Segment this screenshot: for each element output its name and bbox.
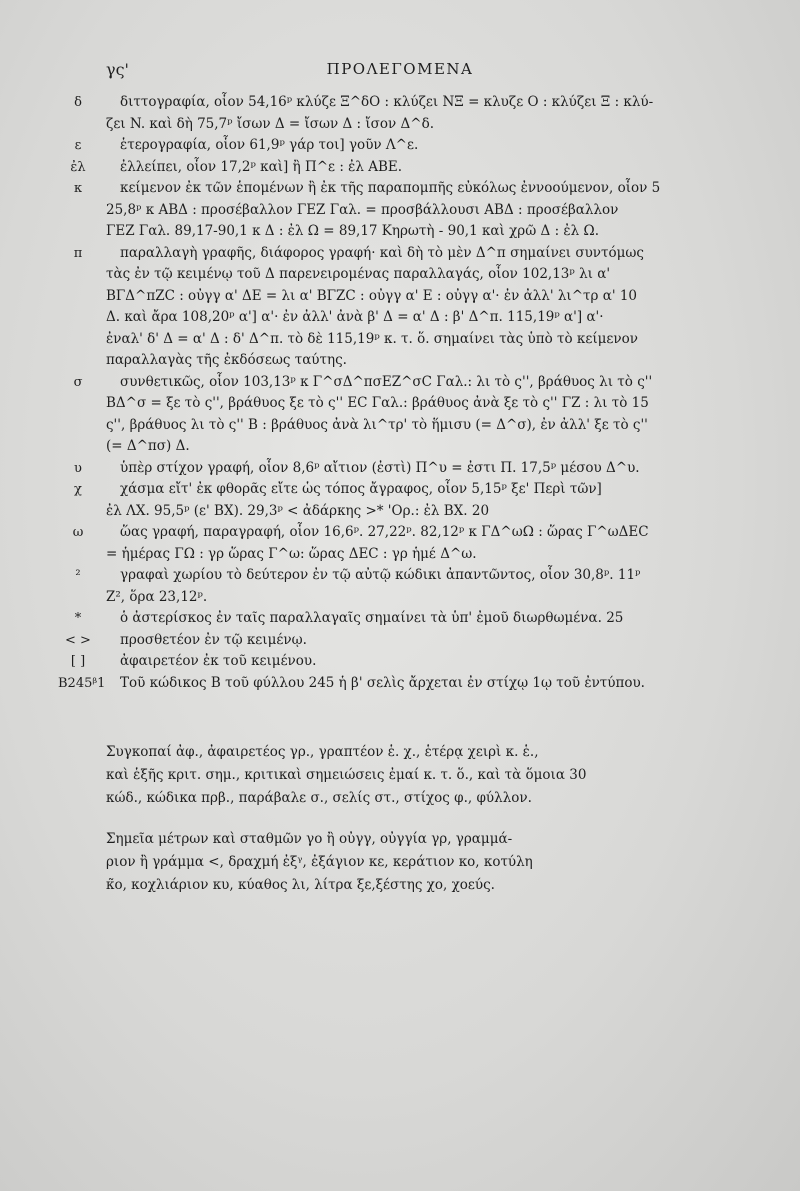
- siglum-entry: [0, 522, 800, 565]
- siglum-symbol: π: [73, 245, 83, 261]
- entry-line: τὰς ἐν τῷ κειμένῳ τοῦ Δ παρενειρομένας παραλλαγάς, οἷον 102,13ᵖ λι α': [106, 266, 611, 282]
- abbreviations-block: [0, 741, 800, 810]
- siglum-symbol: κ: [73, 181, 83, 196]
- siglum-entry: [0, 92, 800, 135]
- entry-line: διττογραφία, οἷον 54,16ᵖ κλύζε Ξ^δO : κλύζει ΝΞ = κλυζε O : κλύζει Ξ : κλύ-: [120, 94, 654, 110]
- entry-line: ὁ ἀστερίσκος ἐν ταῖς παραλλαγαῖς σημαίνει τὰ ὑπ' ἐμοῦ διωρθωμένα. 25: [120, 610, 624, 626]
- siglum-entry: [0, 565, 800, 608]
- siglum-symbol: < >: [65, 632, 91, 648]
- abbreviation-line: κώδ., κώδικα πρβ., παράβαλε σ., σελίς στ., στίχος φ., φύλλον.: [106, 790, 532, 806]
- siglum-symbol: ω: [72, 525, 84, 540]
- siglum-entry: [0, 458, 800, 480]
- entry-line: ζει N. καὶ δὴ 75,7ᵖ ἴσων Δ = ἴσων Δ : ἴσον Δ^δ.: [106, 115, 434, 132]
- siglum-entry: [0, 178, 800, 243]
- siglum-symbol: Β245ᵝ1: [58, 675, 106, 691]
- entry-line: Τοῦ κώδικος Β τοῦ φύλλου 245 ἡ β' σελὶς ἄρχεται ἐν στίχῳ 1ῳ τοῦ ἐντύπου.: [120, 674, 645, 691]
- siglum-symbol: ε: [74, 138, 82, 153]
- siglum-entry: [0, 243, 800, 372]
- abbreviation-line: Συγκοπαί ἀφ., ἀφαιρετέος γρ., γραπτέον ἑ. χ., ἑτέρᾳ χειρὶ κ. ἑ.,: [106, 744, 539, 760]
- abbreviation-line: καὶ ἑξῆς κριτ. σημ., κριτικαὶ σημειώσεις ἐμαί κ. τ. ὅ., καὶ τὰ ὅμοια 30: [106, 767, 587, 783]
- siglum-entry: [0, 479, 800, 522]
- siglum-entry: [0, 651, 800, 673]
- entry-line: ΒΓΔ^πZC : οὐγγ α' ΔΕ = λι α' ΒΓΖC : οὐγγ α' Ε : οὐγγ α'· ἐν ἀλλ' λι^τρ α' 10: [106, 287, 637, 304]
- entry-line: 25,8ᵖ κ ΑΒΔ : προσέβαλλον ΓΕΖ Γαλ. = προσβάλλουσι ΑΒΔ : προσέβαλλον: [106, 201, 619, 218]
- siglum-symbol: *: [74, 611, 82, 626]
- page-header: [0, 60, 800, 84]
- page-number: γς': [106, 60, 129, 79]
- siglum-entry: [0, 630, 800, 652]
- entry-line: ἑτερογραφία, οἷον 61,9ᵖ γάρ τοι] γοῦν Λ^ε.: [120, 137, 419, 153]
- siglum-entries: [0, 92, 800, 694]
- siglum-symbol: δ: [74, 95, 82, 110]
- entry-line: ἀφαιρετέον ἐκ τοῦ κειμένου.: [120, 653, 317, 669]
- entry-line: ἐλλείπει, οἷον 17,2ᵖ καὶ] ἢ Π^ε : ἐλ ABE.: [120, 158, 403, 175]
- siglum-symbol: ²: [75, 568, 81, 583]
- siglum-symbol: [ ]: [70, 654, 86, 669]
- measure-line: Σημεῖα μέτρων καὶ σταθμῶν γο ἢ οὐγγ, οὐγγία γρ, γραμμά-: [106, 831, 513, 847]
- entry-line: Δ. καὶ ἄρα 108,20ᵖ α'] α'· ἐν ἀλλ' ἀνὰ β' Δ = α' Δ : β' Δ^π. 115,19ᵖ α'] α'·: [106, 309, 604, 325]
- entry-line: = ἡμέρας ΓΩ : γρ ὥρας Γ^ω: ὥρας ΔΕC : γρ ἡμέ Δ^ω.: [106, 545, 477, 562]
- entry-line: παραλλαγὰς τῆς ἐκδόσεως ταύτης.: [106, 352, 347, 368]
- siglum-entry: [0, 135, 800, 157]
- entry-line: (= Δ^πσ) Δ.: [106, 438, 190, 454]
- siglum-symbol: ἐλ: [70, 159, 86, 175]
- running-title: ΠΡΟΛΕΓΟΜΕΝΑ: [326, 60, 474, 78]
- siglum-entry: [0, 608, 800, 630]
- siglum-entry: [0, 157, 800, 179]
- entry-line: ΒΔ^σ = ξε τὸ ς'', βράθυος ξε τὸ ς'' EC Γαλ.: βράθυος ἀνὰ ξε τὸ ς'' ΓΖ : λι τὸ 15: [106, 395, 649, 411]
- siglum-entry: [0, 372, 800, 458]
- entry-line: κείμενον ἐκ τῶν ἑπομένων ἢ ἐκ τῆς παραπομπῆς εὐκόλως ἐννοούμενον, οἷον 5: [120, 180, 661, 196]
- entry-line: ς'', βράθυος λι τὸ ς'' Β : βράθυος ἀνὰ λι^τρ' τὸ ἥμισυ (= Δ^σ), ἐν ἀλλ' ξε τὸ ς'': [106, 416, 648, 433]
- measure-line: κ̃ο, κοχλιάριον κυ, κύαθος λι, λίτρα ξε,ξέστης χο, χοεύς.: [106, 877, 495, 893]
- measures-block: [0, 828, 800, 897]
- entry-line: ὑπὲρ στίχον γραφή, οἷον 8,6ᵖ αἴτιον (ἐστὶ) Π^υ = ἐστι Π. 17,5ᵖ μέσου Δ^υ.: [120, 459, 640, 476]
- entry-line: γραφαὶ χωρίου τὸ δεύτερον ἐν τῷ αὐτῷ κώδικι ἀπαντῶντος, οἷον 30,8ᵖ. 11ᵖ: [120, 567, 641, 583]
- entry-line: ἐναλ' δ' Δ = α' Δ : δ' Δ^π. τὸ δὲ 115,19ᵖ κ. τ. ὅ. σημαίνει τὰς ὑπὸ τὸ κείμενον: [106, 330, 638, 347]
- siglum-entry: [0, 673, 800, 695]
- siglum-symbol: χ: [74, 482, 82, 497]
- entry-line: συνθετικῶς, οἷον 103,13ᵖ κ Γ^σΔ^πσΕΖ^σC Γαλ.: λι τὸ ς'', βράθυος λι τὸ ς'': [120, 373, 653, 390]
- siglum-symbol: σ: [73, 374, 83, 390]
- entry-line: ὥας γραφή, παραγραφή, οἷον 16,6ᵖ. 27,22ᵖ. 82,12ᵖ κ ΓΔ^ωΩ : ὥρας Γ^ωΔEC: [120, 524, 649, 540]
- entry-line: παραλλαγὴ γραφῆς, διάφορος γραφή· καὶ δὴ τὸ μὲν Δ^π σημαίνει συντόμως: [120, 244, 644, 261]
- entry-line: ΓΕΖ Γαλ. 89,17-90,1 κ Δ : ἐλ Ω = 89,17 Κηρωτὴ - 90,1 καὶ χρῶ Δ : ἐλ Ω.: [106, 223, 599, 239]
- siglum-symbol: υ: [74, 460, 82, 476]
- entry-line: προσθετέον ἐν τῷ κειμένῳ.: [120, 631, 307, 648]
- measure-line: ριον ἢ γράμμα <, δραχμή ἐξᵞ, ἐξάγιον κε, κεράτιον κο, κοτύλη: [106, 854, 533, 870]
- entry-line: ἐλ ΛΧ. 95,5ᵖ (ε' ΒΧ). 29,3ᵖ < ἀδάρκης >* 'Ορ.: ἐλ ΒΧ. 20: [106, 502, 490, 519]
- entry-line: χάσμα εἴτ' ἐκ φθορᾶς εἴτε ὡς τόπος ἄγραφος, οἷον 5,15ᵖ ξε' Περὶ τῶν]: [120, 481, 602, 497]
- entry-line: Ζ², ὅρα 23,12ᵖ.: [106, 588, 208, 605]
